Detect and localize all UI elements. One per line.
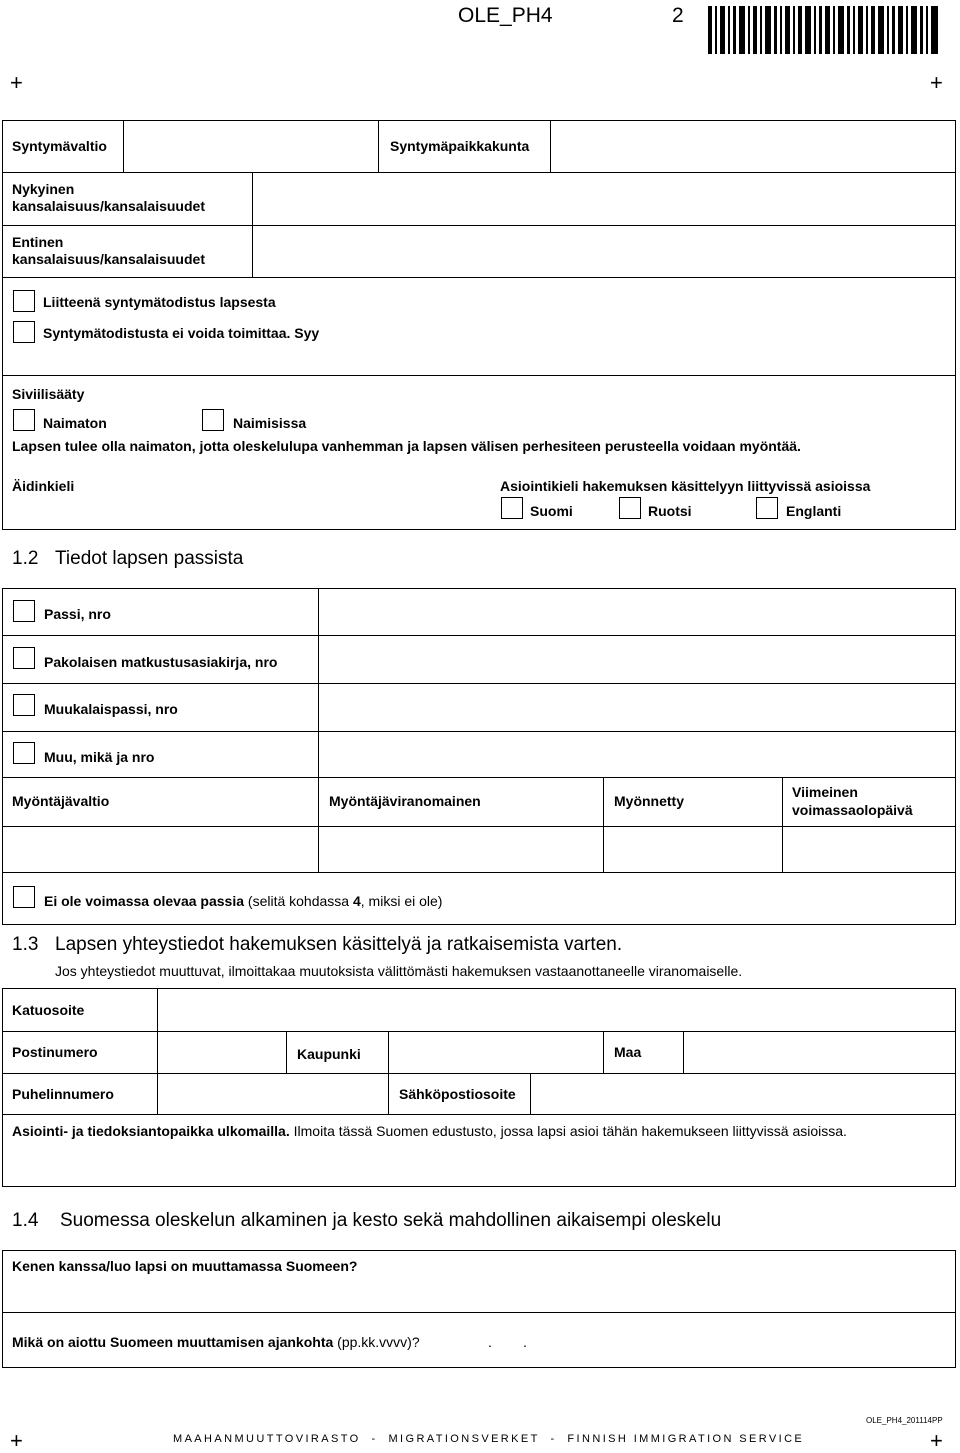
passport-checkbox[interactable] (13, 600, 35, 622)
no-passport-num: 4 (352, 893, 361, 909)
case-language-label: Asiointikieli hakemuksen käsittelyyn liittyvissä asioissa (500, 478, 871, 494)
contact-section-title: Lapsen yhteystiedot hakemuksen käsittelyä ja ratkaisemista varten. (55, 934, 623, 955)
alien-passport-label: Muukalaispassi, nro (44, 701, 178, 717)
unmarried-checkbox[interactable] (13, 409, 35, 431)
current-citizenship-label-1: Nykyinen (12, 181, 75, 197)
postal-code-label: Postinumero (12, 1044, 98, 1060)
no-passport-rest-1: (selitä kohdassa (244, 893, 353, 909)
issued-date-field[interactable] (604, 827, 782, 872)
current-citizenship-field[interactable] (253, 173, 955, 225)
birth-certificate-unavailable-checkbox[interactable] (13, 321, 35, 343)
language-suomi-checkbox[interactable] (501, 497, 523, 519)
street-address-field[interactable] (158, 989, 955, 1031)
city-field[interactable] (389, 1032, 603, 1073)
unmarried-label: Naimaton (43, 415, 107, 431)
birth-certificate-unavailable-label: Syntymätodistusta ei voida toimittaa. Syy (43, 325, 320, 341)
language-englanti-checkbox[interactable] (756, 497, 778, 519)
stay-section-title: Suomessa oleskelun alkaminen ja kesto sekä mahdollinen aikaisempi oleskelu (60, 1210, 722, 1231)
no-passport-rest-2: , miksi ei ole) (360, 893, 443, 909)
language-ruotsi-checkbox[interactable] (619, 497, 641, 519)
registration-mark-icon: + (10, 1428, 23, 1453)
barcode (708, 6, 938, 54)
former-citizenship-field[interactable] (253, 226, 955, 278)
country-field[interactable] (684, 1032, 955, 1073)
move-date-label (12, 1334, 420, 1350)
alien-passport-checkbox[interactable] (13, 694, 35, 716)
refugee-travel-doc-checkbox[interactable] (13, 647, 35, 669)
birth-place-field[interactable] (551, 121, 955, 173)
registration-mark-icon: + (10, 70, 23, 95)
contact-section-number: 1.3 (12, 934, 39, 955)
country-label: Maa (614, 1044, 642, 1060)
move-date-question: Mikä on aiottu Suomeen muuttamisen ajankohta (12, 1334, 334, 1350)
language-englanti-label: Englanti (786, 503, 842, 519)
passport-section-number: 1.2 (12, 548, 39, 569)
language-suomi-label: Suomi (530, 503, 573, 519)
footer-agency: MAAHANMUUTTOVIRASTO - MIGRATIONSVERKET - FINNISH IMMIGRATION SERVICE (173, 1433, 805, 1445)
moving-with-label: Kenen kanssa/luo lapsi on muuttamassa Suomeen? (12, 1258, 358, 1274)
passport-number-field[interactable] (319, 589, 955, 635)
move-date-field[interactable]: . . (488, 1334, 527, 1350)
refugee-travel-doc-label: Pakolaisen matkustusasiakirja, nro (44, 654, 278, 670)
email-field[interactable] (531, 1074, 955, 1114)
form-code: OLE_PH4 (458, 4, 553, 27)
move-date-format: (pp.kk.vvvv)? (337, 1334, 420, 1350)
married-checkbox[interactable] (202, 409, 224, 431)
refugee-travel-doc-field[interactable] (319, 636, 955, 683)
expiry-header-1: Viimeinen (792, 784, 858, 800)
former-citizenship-label-2: kansalaisuus/kansalaisuudet (12, 251, 205, 267)
issuing-authority-header: Myöntäjäviranomainen (329, 793, 481, 809)
street-address-label: Katuosoite (12, 1002, 85, 1018)
phone-field[interactable] (158, 1074, 388, 1114)
contact-abroad-label (12, 1123, 847, 1139)
alien-passport-field[interactable] (319, 684, 955, 731)
footer-doc-id: OLE_PH4_201114PP (866, 1416, 943, 1425)
page-number: 2 (672, 4, 684, 27)
birth-country-label: Syntymävaltio (12, 138, 107, 154)
contact-abroad-field[interactable] (3, 1142, 955, 1186)
other-document-field[interactable] (319, 732, 955, 777)
expiry-header-2: voimassaolopäivä (792, 802, 913, 818)
email-label: Sähköpostiosoite (399, 1086, 516, 1102)
issued-date-header: Myönnetty (614, 793, 684, 809)
postal-code-field[interactable] (158, 1032, 286, 1073)
city-label: Kaupunki (297, 1046, 361, 1062)
moving-with-field[interactable] (3, 1277, 955, 1312)
stay-section-number: 1.4 (12, 1210, 39, 1231)
issuing-country-header: Myöntäjävaltio (12, 793, 110, 809)
issuing-authority-field[interactable] (319, 827, 603, 872)
registration-mark-icon: + (930, 1428, 943, 1453)
current-citizenship-label-2: kansalaisuus/kansalaisuudet (12, 198, 205, 214)
former-citizenship-label-1: Entinen (12, 234, 64, 250)
birth-country-field[interactable] (124, 121, 378, 173)
contact-abroad-bold: Asiointi- ja tiedoksiantopaikka ulkomailla. (12, 1123, 290, 1139)
passport-section-title: Tiedot lapsen passista (55, 548, 244, 569)
married-label: Naimisissa (233, 415, 307, 431)
issuing-country-field[interactable] (3, 827, 318, 872)
marital-status-title: Siviilisääty (12, 386, 85, 402)
birth-certificate-attached-checkbox[interactable] (13, 290, 35, 312)
contact-abroad-rest: Ilmoita tässä Suomen edustusto, jossa lapsi asioi tähän hakemukseen liittyvissä asioissa. (289, 1123, 847, 1139)
no-passport-bold: Ei ole voimassa olevaa passia (44, 893, 245, 909)
language-ruotsi-label: Ruotsi (648, 503, 692, 519)
expiry-date-field[interactable] (783, 827, 955, 872)
mother-tongue-label: Äidinkieli (12, 478, 75, 494)
no-passport-label (44, 893, 442, 909)
other-document-checkbox[interactable] (13, 742, 35, 764)
no-passport-checkbox[interactable] (13, 886, 35, 908)
birth-certificate-attached-label: Liitteenä syntymätodistus lapsesta (43, 294, 276, 310)
contact-section-subtitle: Jos yhteystiedot muuttuvat, ilmoittakaa muutoksista välittömästi hakemuksen vastaanottaneelle viranomaiselle. (55, 963, 743, 979)
other-document-label: Muu, mikä ja nro (44, 749, 155, 765)
birth-place-label: Syntymäpaikkakunta (390, 138, 530, 154)
phone-label: Puhelinnumero (12, 1086, 114, 1102)
marital-note: Lapsen tulee olla naimaton, jotta oleskelulupa vanhemman ja lapsen välisen perhesiteen perusteella voidaan myöntää. (12, 438, 801, 454)
registration-mark-icon: + (930, 70, 943, 95)
passport-label: Passi, nro (44, 606, 111, 622)
